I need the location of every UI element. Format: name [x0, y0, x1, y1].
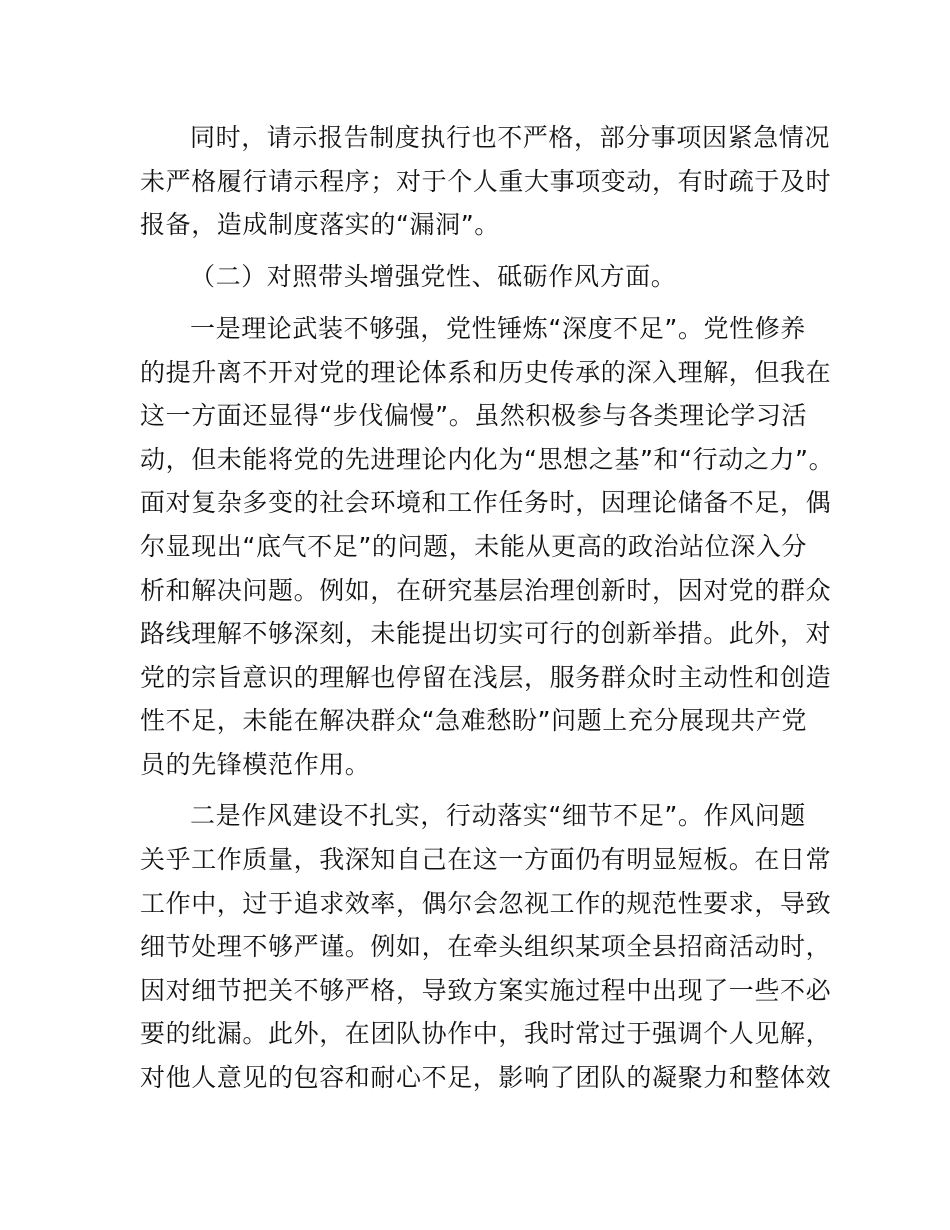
text-line: 的提升离不开对党的理论体系和历史传承的深入理解，但我在	[140, 358, 832, 387]
text-line: 二是作风建设不扎实，行动落实“细节不足”。作风问题	[190, 801, 806, 830]
text-line: 要的纰漏。此外，在团队协作中，我时常过于强调个人见解，	[140, 1019, 832, 1048]
text-line: 动，但未能将党的先进理论内化为“思想之基”和“行动之力”。	[140, 445, 835, 474]
section-heading: （二）对照带头增强党性、砥砺作风方面。	[190, 262, 677, 291]
text-line: 性不足，未能在解决群众“急难愁盼”问题上充分展现共产党	[140, 706, 808, 735]
text-line: 因对细节把关不够严格，导致方案实施过程中出现了一些不必	[140, 976, 832, 1005]
text-line: 尔显现出“底气不足”的问题，未能从更高的政治站位深入分	[140, 532, 808, 561]
text-line: 这一方面还显得“步伐偏慢”。虽然积极参与各类理论学习活	[140, 401, 808, 430]
text-line: 员的先锋模范作用。	[140, 750, 371, 779]
text-line: 未严格履行请示程序；对于个人重大事项变动，有时疏于及时	[140, 167, 832, 196]
text-line: 细节处理不够严谨。例如，在牵头组织某项全县招商活动时，	[140, 932, 832, 961]
text-line: 党的宗旨意识的理解也停留在浅层，服务群众时主动性和创造	[140, 663, 832, 692]
text-line: 同时，请示报告制度执行也不严格，部分事项因紧急情况	[190, 123, 831, 152]
text-line: 报备，造成制度落实的“漏洞”。	[140, 210, 500, 239]
text-line: 工作中，过于追求效率，偶尔会忽视工作的规范性要求，导致	[140, 889, 832, 918]
text-line: 一是理论武装不够强，党性锤炼“深度不足”。党性修养	[190, 314, 806, 343]
text-line: 对他人意见的包容和耐心不足，影响了团队的凝聚力和整体效	[140, 1063, 832, 1092]
text-line: 面对复杂多变的社会环境和工作任务时，因理论储备不足，偶	[140, 488, 832, 517]
text-line: 析和解决问题。例如，在研究基层治理创新时，因对党的群众	[140, 576, 832, 605]
text-line: 关乎工作质量，我深知自己在这一方面仍有明显短板。在日常	[140, 845, 832, 874]
text-line: 路线理解不够深刻，未能提出切实可行的创新举措。此外，对	[140, 619, 832, 648]
